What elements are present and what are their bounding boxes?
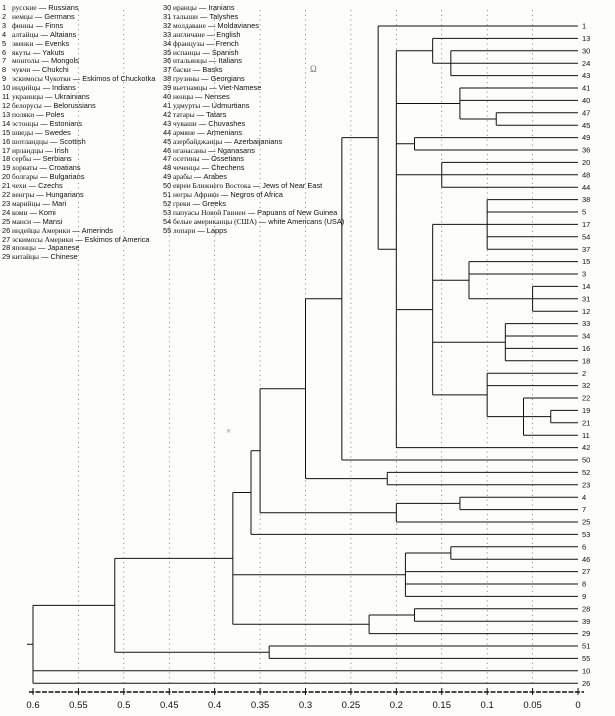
legend-entry: 26 индейцы Америки — Amerinds bbox=[2, 225, 113, 235]
legend-russian-name: марийцы bbox=[12, 198, 41, 208]
legend-number: 16 bbox=[2, 136, 11, 146]
leaf-label: 21 bbox=[582, 418, 591, 428]
legend-russian-name: эстонцы bbox=[12, 118, 39, 128]
legend-russian-name: японцы bbox=[12, 243, 36, 253]
legend-entry: 41 удмурты — Udmurtians bbox=[163, 100, 250, 110]
legend-russian-name: евреи Ближнего Востока bbox=[173, 181, 251, 191]
legend-entry: 37 баски — Basks bbox=[163, 65, 223, 75]
legend-number: 22 bbox=[2, 190, 11, 200]
legend-entry: 14 эстонцы — Estonians bbox=[2, 118, 83, 128]
legend-english-name: Nganasans bbox=[217, 145, 255, 155]
legend-entry: 1 русские — Russians bbox=[2, 3, 79, 12]
legend-english-name: Czechs bbox=[38, 181, 63, 191]
leaf-label: 17 bbox=[582, 220, 591, 229]
legend-entry: 36 итальянцы — Italians bbox=[163, 56, 242, 66]
legend-english-name: Indians bbox=[52, 83, 76, 93]
stray-scan-mark: × bbox=[226, 426, 232, 436]
legend-entry: 8 чукчи — Chukchi bbox=[2, 65, 69, 75]
legend-entry: 46 нганасаны — Nganasans bbox=[163, 145, 255, 155]
legend-entry: 7 монголы — Mongols bbox=[2, 56, 79, 66]
legend-number: 48 bbox=[163, 163, 172, 173]
legend-number: 25 bbox=[2, 216, 11, 226]
legend-entry: 55 лопари — Lapps bbox=[163, 225, 227, 235]
legend-russian-name: болгары bbox=[12, 172, 39, 182]
leaf-label: 51 bbox=[582, 641, 591, 651]
axis-tick-label: 0.4 bbox=[208, 700, 222, 711]
legend-english-name: Scottish bbox=[59, 136, 86, 146]
legend-number: 31 bbox=[163, 11, 172, 21]
leaf-label: 19 bbox=[582, 406, 591, 415]
legend-entry: 51 негры Африки — Negros of Africa bbox=[163, 190, 283, 200]
legend-english-name: Ukrainians bbox=[54, 92, 90, 102]
leaf-label: 43 bbox=[582, 71, 591, 81]
leaf-label: 45 bbox=[582, 120, 591, 130]
legend-entry: 45 азербайджанцы — Azerbaijanians bbox=[163, 136, 283, 146]
legend-english-name: Chuvashes bbox=[208, 118, 246, 128]
legend-entry: 13 поляки — Poles bbox=[2, 109, 65, 119]
legend-entry: 18 сербы — Serbians bbox=[2, 154, 72, 164]
leaf-label: 41 bbox=[582, 83, 591, 93]
axis-tick-label: 0.1 bbox=[480, 700, 494, 711]
legend-russian-name: шведы bbox=[12, 127, 34, 137]
legend-entry: 33 англичане — English bbox=[163, 29, 241, 39]
legend-number: 47 bbox=[163, 154, 172, 164]
legend-entry: 38 грузины — Georgians bbox=[163, 74, 245, 84]
legend-number: 17 bbox=[2, 145, 11, 155]
leaf-label: 3 bbox=[582, 269, 587, 279]
leaf-label: 13 bbox=[582, 34, 591, 43]
legend-english-name: Iranians bbox=[208, 3, 235, 12]
legend-english-name: Mansi bbox=[42, 216, 63, 226]
legend-english-name: Jews of Near East bbox=[262, 181, 323, 191]
legend-english-name: Udmurtians bbox=[211, 100, 250, 110]
legend-russian-name: грузины bbox=[173, 74, 200, 84]
legend-number: 42 bbox=[163, 109, 172, 119]
leaf-label: 11 bbox=[582, 430, 590, 440]
leaf-label: 20 bbox=[582, 158, 591, 167]
legend-english-name: Talyshes bbox=[209, 11, 239, 21]
legend-english-name: Russians bbox=[48, 3, 79, 12]
leaf-label: 32 bbox=[582, 381, 591, 391]
leaf-label: 6 bbox=[582, 542, 587, 552]
legend-entry: 54 белые американцы (США) — white Americans (USA) bbox=[163, 216, 345, 226]
legend-entry: 53 папуасы Новой Гвинеи — Papuans of New Guinea bbox=[163, 207, 338, 217]
legend-entry: 10 индийцы — Indians bbox=[2, 83, 76, 93]
legend-number: 11 bbox=[2, 92, 10, 102]
axis-tick-label: 0.2 bbox=[389, 700, 403, 711]
stray-scan-mark: Ω bbox=[310, 64, 317, 74]
legend-number: 46 bbox=[163, 145, 172, 155]
legend-number: 39 bbox=[163, 83, 172, 93]
legend-entry: 19 хорваты — Croatians bbox=[2, 163, 81, 173]
legend-number: 7 bbox=[2, 56, 7, 66]
legend-english-name: English bbox=[216, 29, 241, 39]
legend-russian-name: ирландцы bbox=[12, 145, 44, 155]
legend-english-name: Basks bbox=[202, 65, 223, 75]
leaf-label: 28 bbox=[582, 604, 591, 614]
legend-entry: 28 японцы — Japanese bbox=[2, 243, 80, 253]
legend-number: 10 bbox=[2, 83, 11, 93]
legend-entry: 27 эскимосы Америки — Eskimos of America bbox=[2, 234, 150, 244]
legend-russian-name: арабы bbox=[173, 172, 192, 182]
legend-number: 54 bbox=[163, 216, 172, 226]
legend-number: 23 bbox=[2, 198, 11, 208]
legend-number: 2 bbox=[2, 11, 7, 21]
legend-english-name: Estonians bbox=[49, 118, 83, 128]
legend-entry: 12 белорусы — Belorussians bbox=[2, 100, 96, 110]
leaf-label: 49 bbox=[582, 133, 591, 143]
legend-entry: 40 ненцы — Nenses bbox=[163, 92, 230, 102]
leaf-label: 26 bbox=[582, 678, 591, 688]
legend-number: 15 bbox=[2, 127, 11, 137]
legend-english-name: Japanese bbox=[47, 243, 80, 253]
legend-russian-name: англичане bbox=[173, 29, 205, 39]
legend-english-name: Chechens bbox=[211, 163, 245, 173]
axis-tick-label: 0.55 bbox=[69, 700, 88, 711]
legend-entry: 48 чеченцы — Chechens bbox=[163, 163, 245, 173]
legend-number: 55 bbox=[163, 225, 172, 235]
leaf-label: 37 bbox=[582, 244, 591, 254]
legend-russian-name: хорваты bbox=[12, 163, 38, 173]
leaf-label: 24 bbox=[582, 58, 591, 68]
legend-number: 40 bbox=[163, 92, 172, 102]
legend-russian-name: поляки bbox=[12, 109, 35, 119]
legend-russian-name: китайцы bbox=[12, 252, 40, 262]
legend-russian-name: украинцы bbox=[12, 92, 44, 102]
leaf-label: 16 bbox=[582, 344, 591, 353]
legend-number: 1 bbox=[2, 3, 7, 12]
legend-russian-name: шотландцы bbox=[12, 136, 48, 146]
leaf-label: 7 bbox=[582, 505, 587, 515]
legend-russian-name: итальянцы bbox=[173, 56, 207, 66]
legend-english-name: Hungarians bbox=[45, 190, 84, 200]
legend-entry: 29 китайцы — Chinese bbox=[2, 252, 78, 262]
leaf-label: 42 bbox=[582, 443, 591, 453]
leaf-label: 52 bbox=[582, 468, 591, 477]
legend-russian-name: чуваши bbox=[173, 118, 197, 128]
leaf-label: 34 bbox=[582, 331, 591, 341]
legend-english-name: Armenians bbox=[206, 127, 243, 137]
legend-entry: 9 эскимосы Чукотки — Eskimos of Chuckotka bbox=[2, 74, 156, 84]
legend-english-name: Evenks bbox=[44, 38, 70, 48]
legend-english-name: Nenses bbox=[204, 92, 230, 102]
legend-russian-name: татары bbox=[173, 109, 195, 119]
legend-english-name: Irish bbox=[54, 145, 69, 155]
legend-entry: 31 талыши — Talyshes bbox=[163, 11, 239, 21]
legend-russian-name: белорусы bbox=[12, 100, 42, 110]
legend-russian-name: иранцы bbox=[173, 3, 197, 12]
leaf-label: 54 bbox=[582, 232, 591, 242]
legend-english-name: Tatars bbox=[206, 109, 227, 119]
legend-entry: 6 якуты — Yakuts bbox=[2, 47, 65, 57]
legend-english-name: Chinese bbox=[50, 252, 78, 262]
legend-russian-name: венгры bbox=[12, 190, 35, 200]
legend-entry: 15 шведы — Swedes bbox=[2, 127, 71, 137]
legend-entry: 32 молдаване — Moldavianes bbox=[163, 20, 259, 30]
legend-english-name: Moldavianes bbox=[217, 20, 259, 30]
leaf-label: 38 bbox=[582, 195, 591, 205]
legend-number: 53 bbox=[163, 207, 172, 217]
legend-entry: 2 немцы — Germans bbox=[2, 11, 75, 21]
legend-number: 14 bbox=[2, 118, 11, 128]
axis-tick-label: 0.3 bbox=[298, 700, 313, 711]
legend-number: 18 bbox=[2, 154, 11, 164]
leaf-label: 15 bbox=[582, 257, 591, 267]
legend-number: 12 bbox=[2, 100, 11, 110]
leaf-label: 25 bbox=[582, 517, 591, 527]
leaf-label: 31 bbox=[582, 294, 591, 304]
legend-english-name: Chukchi bbox=[41, 65, 69, 75]
legend-russian-name: азербайджанцы bbox=[173, 136, 223, 146]
legend-english-name: Germans bbox=[44, 11, 75, 21]
leaf-label: 48 bbox=[582, 170, 591, 180]
legend-english-name: Italians bbox=[218, 56, 242, 66]
legend-russian-name: ненцы bbox=[173, 92, 194, 102]
legend-number: 49 bbox=[163, 172, 172, 182]
leaf-label: 4 bbox=[582, 492, 587, 502]
legend-russian-name: французы bbox=[173, 38, 205, 48]
legend-russian-name: вьетнамцы bbox=[173, 83, 208, 93]
legend-number: 3 bbox=[2, 20, 7, 30]
legend-russian-name: чехи bbox=[12, 181, 27, 191]
legend-russian-name: белые американцы (США) bbox=[173, 216, 257, 226]
legend-entry: 16 шотландцы — Scottish bbox=[2, 136, 86, 146]
legend-entry: 5 эвенки — Evenks bbox=[2, 38, 70, 48]
leaf-label: 9 bbox=[582, 592, 587, 601]
legend-number: 8 bbox=[2, 65, 7, 75]
legend-number: 30 bbox=[163, 3, 172, 12]
legend-entry: 50 евреи Ближнего Востока — Jews of Near East bbox=[163, 181, 323, 191]
legend-russian-name: монголы bbox=[12, 56, 40, 66]
legend-entry: 47 осетины — Ossetians bbox=[163, 154, 245, 164]
axis-tick-label: 0 bbox=[575, 700, 581, 711]
axis-tick-label: 0.15 bbox=[432, 700, 451, 711]
legend-number: 20 bbox=[2, 172, 11, 182]
legend-russian-name: эскимосы Чукотки bbox=[12, 74, 71, 84]
legend-number: 52 bbox=[163, 198, 172, 208]
legend-entry: 17 ирландцы — Irish bbox=[2, 145, 69, 155]
legend-russian-name: осетины bbox=[173, 154, 200, 164]
legend-russian-name: нганасаны bbox=[173, 145, 207, 155]
legend-entry: 23 марийцы — Mari bbox=[2, 198, 67, 208]
leaf-label: 2 bbox=[582, 368, 587, 378]
leaf-label: 47 bbox=[582, 108, 591, 118]
legend-english-name: Ossetians bbox=[211, 154, 245, 164]
leaf-label: 14 bbox=[582, 282, 591, 291]
legend-russian-name: сербы bbox=[12, 154, 32, 164]
legend-number: 9 bbox=[2, 74, 7, 84]
axis-tick-label: 0.25 bbox=[341, 700, 361, 711]
legend-russian-name: финны bbox=[12, 20, 34, 30]
legend-russian-name: баски bbox=[173, 65, 191, 75]
legend-number: 36 bbox=[163, 56, 172, 66]
legend-russian-name: талыши bbox=[173, 11, 198, 21]
legend-english-name: Finns bbox=[45, 20, 64, 30]
legend-russian-name: эвенки bbox=[12, 38, 34, 48]
axis-tick-label: 0.6 bbox=[26, 700, 40, 711]
legend-number: 6 bbox=[2, 47, 7, 57]
legend-russian-name: индийцы bbox=[12, 83, 41, 93]
leaf-label: 39 bbox=[582, 616, 591, 626]
legend-number: 24 bbox=[2, 207, 11, 217]
legend-russian-name: якуты bbox=[12, 47, 31, 57]
legend-russian-name: русские bbox=[12, 3, 37, 12]
legend-number: 34 bbox=[163, 38, 172, 48]
legend-number: 5 bbox=[2, 38, 7, 48]
leaf-label: 33 bbox=[582, 319, 591, 329]
leaf-label: 10 bbox=[582, 666, 591, 676]
leaf-label: 8 bbox=[582, 579, 587, 589]
legend-english-name: Altaians bbox=[50, 29, 77, 39]
legend-english-name: Papuans of New Guinea bbox=[257, 207, 338, 217]
legend-number: 26 bbox=[2, 225, 11, 235]
leaf-label: 23 bbox=[582, 480, 591, 490]
legend-english-name: Georgians bbox=[210, 74, 245, 84]
legend-english-name: Viet-Namese bbox=[218, 83, 262, 93]
legend-number: 38 bbox=[163, 74, 172, 84]
legend-russian-name: удмурты bbox=[173, 100, 201, 110]
leaf-label: 5 bbox=[582, 207, 587, 217]
legend-number: 45 bbox=[163, 136, 172, 146]
leaf-label: 44 bbox=[582, 182, 591, 192]
legend-english-name: Eskimos of America bbox=[84, 234, 150, 244]
legend-number: 35 bbox=[163, 47, 172, 57]
legend-entry: 25 манси — Mansi bbox=[2, 216, 63, 226]
legend-english-name: Mari bbox=[51, 198, 67, 208]
leaf-label: 22 bbox=[582, 393, 591, 403]
legend-number: 4 bbox=[2, 29, 7, 39]
legend-number: 50 bbox=[163, 181, 172, 191]
legend-entry: 52 греки — Greeks bbox=[163, 198, 226, 208]
legend-number: 37 bbox=[163, 65, 172, 75]
legend-number: 43 bbox=[163, 118, 172, 128]
legend-russian-name: лопари bbox=[173, 225, 196, 235]
legend-number: 27 bbox=[2, 234, 11, 244]
axis-tick-label: 0.45 bbox=[160, 700, 179, 711]
axis-tick-label: 0.05 bbox=[523, 700, 542, 711]
legend-entry: 39 вьетнамцы — Viet-Namese bbox=[163, 83, 262, 93]
legend-english-name: Yakuts bbox=[42, 47, 65, 57]
legend-english-name: Greeks bbox=[202, 198, 226, 208]
legend-english-name: Komi bbox=[38, 207, 56, 217]
legend-entry: 35 испанцы — Spanish bbox=[163, 47, 239, 57]
legend-english-name: Arabes bbox=[203, 172, 227, 182]
leaf-label: 27 bbox=[582, 567, 591, 577]
legend-number: 21 bbox=[2, 181, 11, 191]
leaf-label: 53 bbox=[582, 530, 591, 539]
legend-english-name: Negros of Africa bbox=[230, 190, 283, 200]
legend-russian-name: манси bbox=[12, 216, 32, 226]
legend-english-name: Mongols bbox=[50, 56, 79, 66]
legend-entry: 43 чуваши — Chuvashes bbox=[163, 118, 246, 128]
legend-english-name: Croatians bbox=[48, 163, 81, 173]
leaf-label: 18 bbox=[582, 356, 591, 366]
leaf-label: 29 bbox=[582, 629, 591, 639]
legend-entry: 20 болгары — Bulgarians bbox=[2, 172, 85, 182]
legend-english-name: Amerinds bbox=[81, 225, 113, 235]
legend-english-name: Lapps bbox=[206, 225, 227, 235]
legend-russian-name: чукчи bbox=[12, 65, 31, 75]
leaf-label: 30 bbox=[582, 46, 591, 56]
legend-english-name: Bulgarians bbox=[49, 172, 85, 182]
legend-number: 29 bbox=[2, 252, 11, 262]
legend-entry: 30 иранцы — Iranians bbox=[163, 3, 235, 12]
leaf-label: 55 bbox=[582, 654, 591, 663]
legend-english-name: Serbians bbox=[42, 154, 72, 164]
axis-tick-label: 0.5 bbox=[117, 700, 131, 711]
legend-number: 33 bbox=[163, 29, 172, 39]
legend-russian-name: чеченцы bbox=[173, 163, 200, 173]
legend-entry: 42 татары — Tatars bbox=[163, 109, 227, 119]
legend-entry: 44 армяне — Armenians bbox=[163, 127, 243, 137]
legend-russian-name: алтайцы bbox=[12, 29, 39, 39]
axis-tick-label: 0.35 bbox=[250, 700, 270, 711]
legend-entry: 4 алтайцы — Altaians bbox=[2, 29, 77, 39]
legend-english-name: Swedes bbox=[44, 127, 71, 137]
legend-number: 41 bbox=[163, 100, 172, 110]
legend-entry: 11 украинцы — Ukrainians bbox=[2, 92, 90, 102]
legend-english-name: Eskimos of Chuckotka bbox=[82, 74, 156, 84]
legend-english-name: Belorussians bbox=[53, 100, 96, 110]
legend-entry: 24 коми — Komi bbox=[2, 207, 56, 217]
legend-english-name: white Americans (USA) bbox=[268, 216, 345, 226]
leaf-label: 12 bbox=[582, 306, 591, 316]
legend-russian-name: негры Африки bbox=[173, 190, 219, 200]
legend-english-name: French bbox=[215, 38, 239, 48]
legend-russian-name: испанцы bbox=[173, 47, 201, 57]
legend-russian-name: индейцы Америки bbox=[12, 225, 71, 235]
legend-russian-name: коми bbox=[12, 207, 28, 217]
legend-english-name: Poles bbox=[45, 109, 65, 119]
legend-number: 32 bbox=[163, 20, 172, 30]
legend-entry: 34 французы — French bbox=[163, 38, 239, 48]
leaf-label: 46 bbox=[582, 554, 591, 564]
legend-number: 19 bbox=[2, 163, 11, 173]
legend-russian-name: греки bbox=[173, 198, 191, 208]
legend-english-name: Spanish bbox=[211, 47, 239, 57]
legend-entry: 21 чехи — Czechs bbox=[2, 181, 63, 191]
leaf-label: 1 bbox=[582, 21, 587, 31]
legend-number: 13 bbox=[2, 109, 11, 119]
legend-russian-name: молдаване bbox=[173, 20, 206, 30]
legend-russian-name: немцы bbox=[12, 11, 33, 21]
leaf-label: 50 bbox=[582, 455, 591, 465]
legend-entry: 22 венгры — Hungarians bbox=[2, 190, 84, 200]
legend-english-name: Azerbaijanians bbox=[233, 136, 283, 146]
legend-number: 44 bbox=[163, 127, 172, 137]
legend-entry: 3 финны — Finns bbox=[2, 20, 64, 30]
legend-russian-name: эскимосы Америки bbox=[12, 234, 74, 244]
legend-russian-name: папуасы Новой Гвинеи bbox=[173, 207, 246, 217]
legend-number: 51 bbox=[163, 190, 172, 200]
legend-entry: 49 арабы — Arabes bbox=[163, 172, 227, 182]
leaf-label: 36 bbox=[582, 145, 591, 155]
legend-number: 28 bbox=[2, 243, 11, 253]
legend-russian-name: армяне bbox=[173, 127, 196, 137]
leaf-label: 40 bbox=[582, 96, 591, 105]
